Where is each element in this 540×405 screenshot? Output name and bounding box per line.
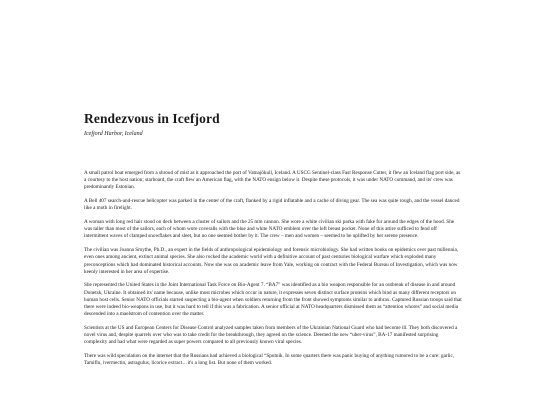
paragraph: A woman with long red hair stood on deck between a cluster of sailors and the 25 mm cannon. She wore a white civilian ski parka with fake fur around the edges of the hood. She was taller than most of the sailors, each of whom wore coveralls with the blue and white NATO emblem over the left breast pocket. None of this attire sufficed to fend off intermittent waves of clamped snowflakes and sleet, but no one seemed bother by it. The crew – men and women – seemed to be uplifted by her serene presence. <box>84 219 455 240</box>
paragraph: Scientists at the US and European Centers for Disease Control analyzed samples taken from members of the Ukrainian National Guard who had become ill. They both discovered a novel virus and, despite quarrels over who was to take credit for the breakthrough, they agreed on the science. Deemed the new “uber-virus”, BA-17 manifested surprising complexity and had what were regarded as super powers compared to all previously known viral species. <box>84 324 458 346</box>
paragraph: The civilian was Joanna Smythe, Ph.D., an expert in the fields of anthropological epidemiology and forensic microbiology. She had written books on epidemics over past millennia, even ones among ancient, extinct animal species. She also rocked the academic world with a definitive account of past centuries biological warfare which exploded many preconceptions which had dominated historical accounts. Now she was on academic leave from Yale, working on contract with the Federal Bureau of Investigation, which was now keenly interested in her area of expertise. <box>84 247 459 275</box>
paragraph: A Bell 407 search-and-rescue helicopter was parked in the center of the craft, flanked by a rigid inflatable and a cache of diving gear. The sea was quite rough, and the vessel danced like a moth in firelight. <box>84 198 460 212</box>
paragraph: A small patrol boat emerged from a shroud of mist as it approached the port of Vatnajökull, Iceland. A USCG Sentinel-class Fast Response Cutter, it flew an Iceland flag port side, as a courtesy to the host nation; starboard, the craft flew an American flag, with the NATO ensign below it. Despite these protocols, it was under NATO command, and its' crew was predominantly Estonian. <box>84 170 461 191</box>
paragraph: There was wild speculation on the internet that the Russians had achieved a biological “Sputnik. In some quarters there was panic buying of anything rumored to be a cure: garlic, Tamiflu, ivermectin, astragulus, licorice extract…it's a long list. But none of them worked. <box>84 353 455 367</box>
article-title: Rendezvous in Icefjord <box>84 111 220 126</box>
article-subtitle: Icefjord Harbor, Iceland <box>84 131 143 137</box>
article-body <box>84 170 462 374</box>
paragraph: She represented the United States in the Joint International Task Force on Bio-Agent 7. “BA7” was identified as a bio weapon responsible for an outbreak of disease in and around Donetsk, Ukraine. It obtained its' name because, unlike most microbes which occur in nature, it expresses seven distinct surface proteins which bind as many different receptors on human host cells. Senior NATO officials started suspecting a bio-agent when soldiers returning from the front showed symptoms similar to anthrax. Captured Russian troops said that there were indeed bio-weapons in use, but it was hard to tell if this was a fabrication. A senior official at NATO headquarters dismissed them as “attention whores” and social media descended into a maelstrom of contention over the matter. <box>84 282 462 318</box>
